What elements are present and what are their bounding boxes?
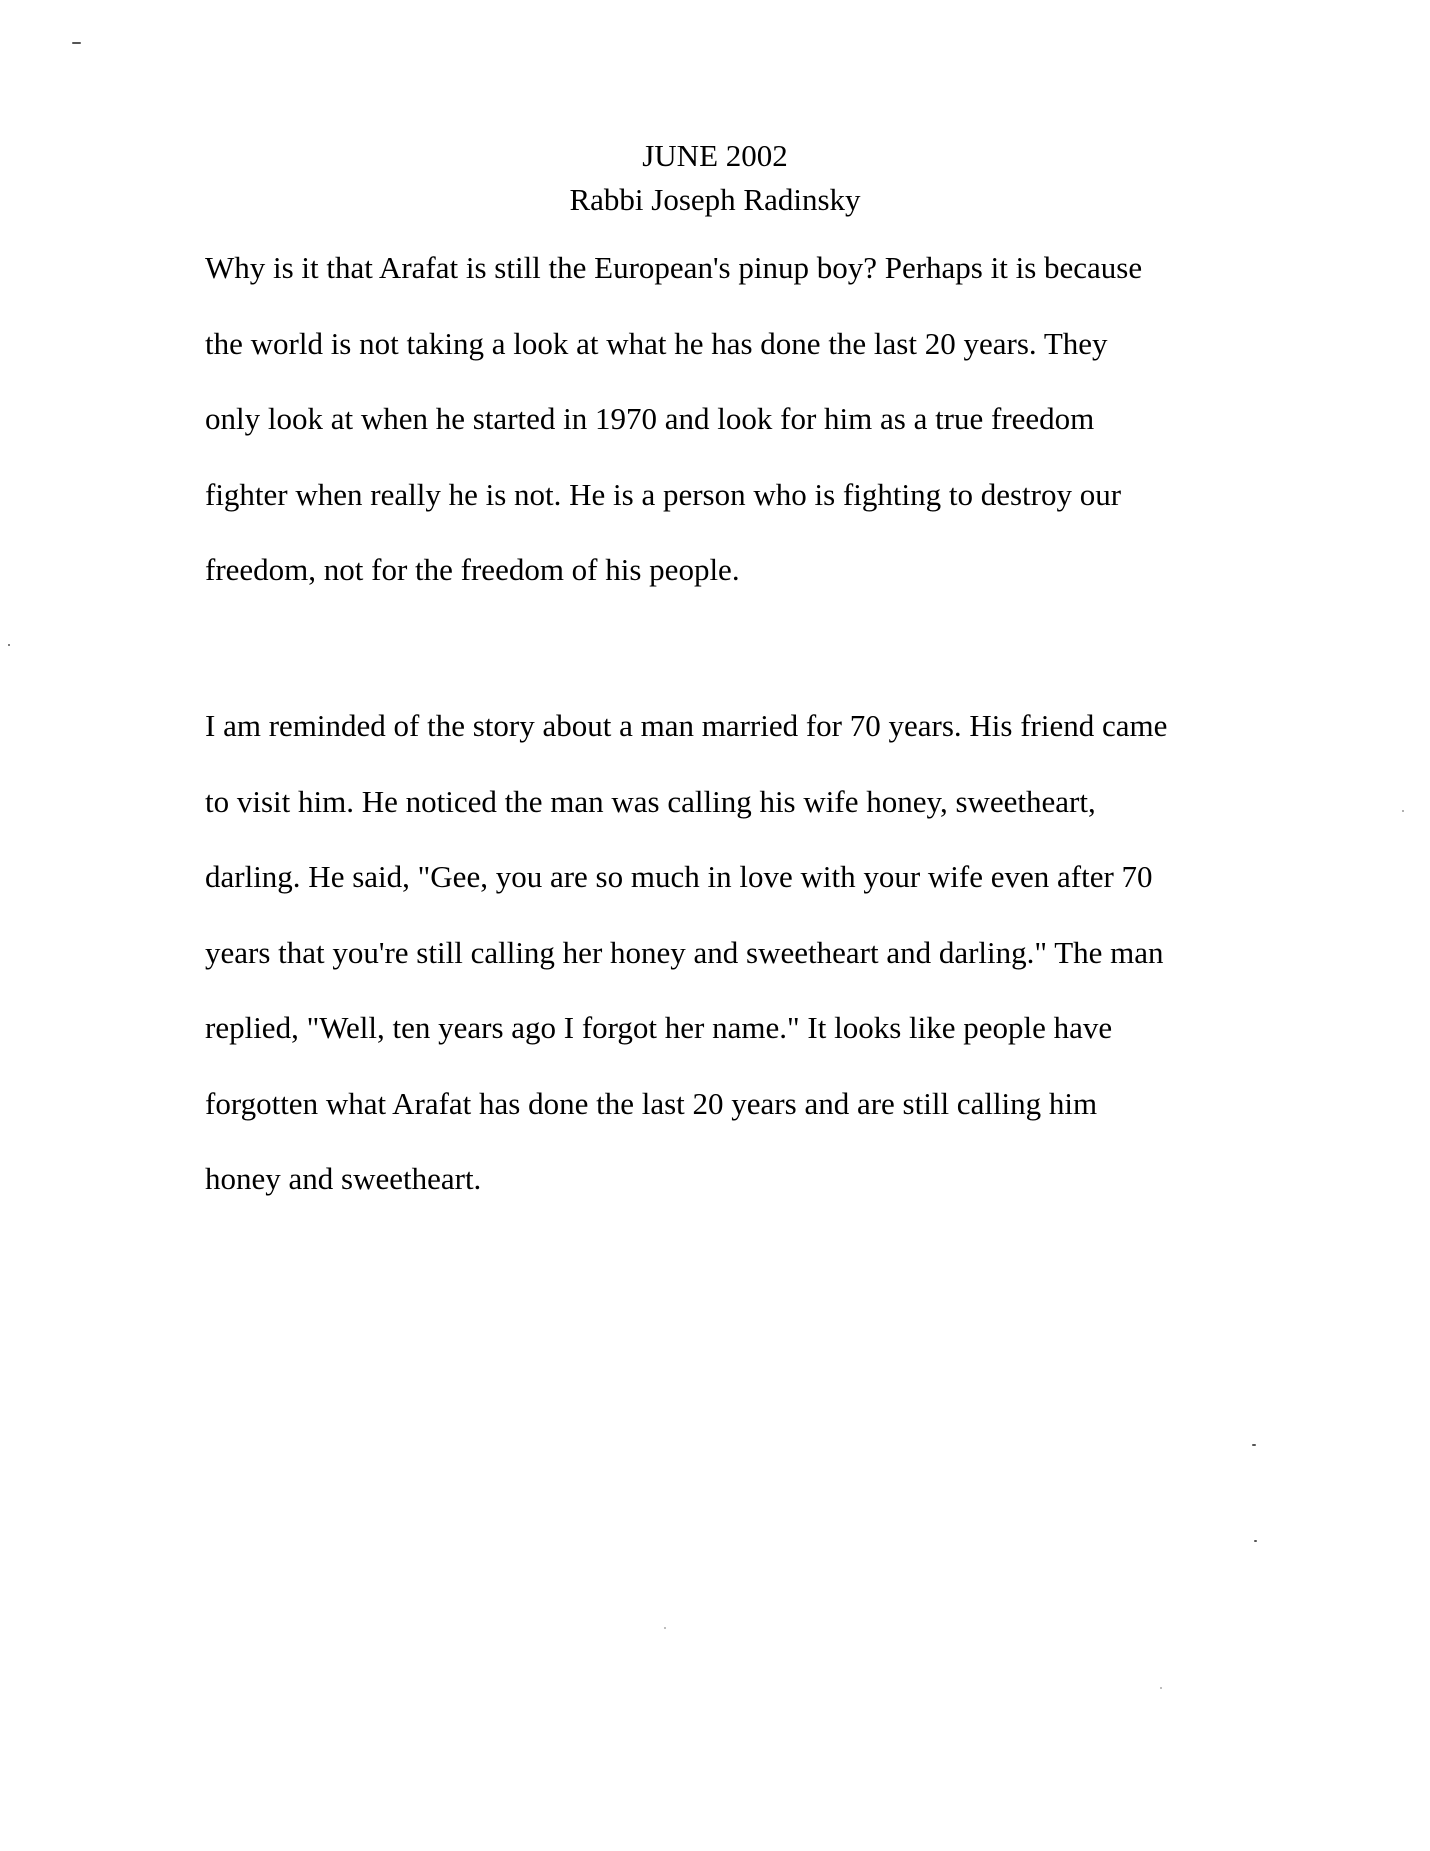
paragraph-line: Why is it that Arafat is still the European's pinup boy? Perhaps it is because — [205, 250, 1143, 285]
scan-speck — [8, 644, 10, 646]
document-author: Rabbi Joseph Radinsky — [569, 182, 861, 217]
scan-speck — [72, 42, 81, 44]
scan-speck — [1402, 810, 1404, 812]
paragraph-line: to visit him. He noticed the man was calling his wife honey, sweetheart, — [205, 784, 1096, 819]
paragraph-line: honey and sweetheart. — [205, 1161, 482, 1196]
paragraph-line: forgotten what Arafat has done the last 20 years and are still calling him — [205, 1086, 1098, 1121]
paragraph-line: darling. He said, "Gee, you are so much in love with your wife even after 70 — [205, 859, 1153, 894]
document-date: JUNE 2002 — [642, 138, 788, 173]
scan-speck — [1252, 1444, 1256, 1446]
paragraph-line: fighter when really he is not. He is a person who is fighting to destroy our — [205, 477, 1122, 512]
paragraph-line: freedom, not for the freedom of his people. — [205, 552, 740, 587]
paragraph-line: years that you're still calling her honey and sweetheart and darling." The man — [205, 935, 1164, 970]
paragraph-line: only look at when he started in 1970 and look for him as a true freedom — [205, 401, 1095, 436]
scan-speck — [1160, 1687, 1162, 1689]
paragraph-line: I am reminded of the story about a man married for 70 years. His friend came — [205, 708, 1168, 743]
paragraph-line: replied, "Well, ten years ago I forgot her name." It looks like people have — [205, 1010, 1113, 1045]
scan-speck — [664, 1627, 666, 1629]
paragraph-line: the world is not taking a look at what he has done the last 20 years. They — [205, 326, 1108, 361]
scan-speck — [1254, 1540, 1257, 1542]
